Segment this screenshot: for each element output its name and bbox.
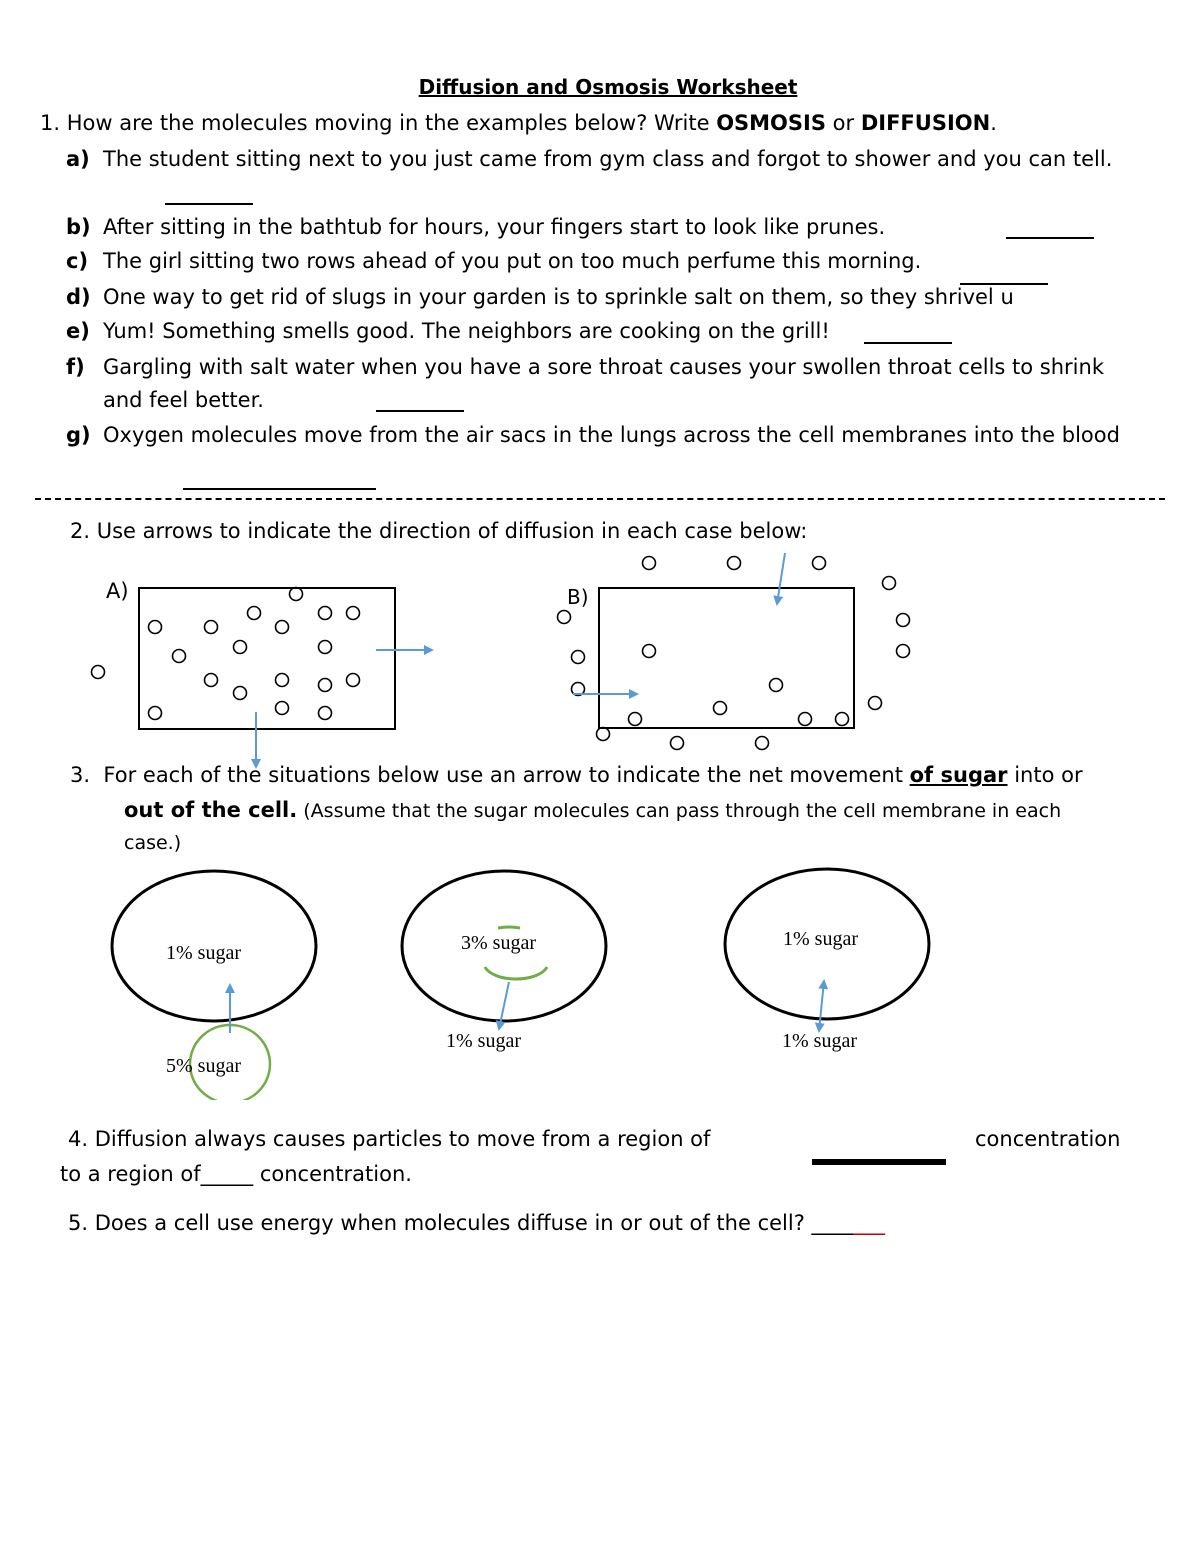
q4-answer-blank-2[interactable]: _____ xyxy=(200,1162,254,1186)
cell-2-mark-bottom xyxy=(485,967,547,979)
q1-period: . xyxy=(990,111,997,135)
q3-prompt-line2 xyxy=(124,797,1061,824)
q1a-label: a) xyxy=(66,147,90,171)
q1g-text: Oxygen molecules move from the air sacs in the lungs across the cell membranes into the blood xyxy=(103,423,1120,447)
diffusion-diagrams xyxy=(0,540,1200,770)
q3-number: 3. xyxy=(70,763,91,787)
q3-emphasis: of sugar xyxy=(909,763,1008,787)
q1-number: 1. xyxy=(40,111,61,135)
box-b-label: B) xyxy=(567,585,589,609)
q1e-answer-blank[interactable] xyxy=(864,342,952,344)
box-a-molecules xyxy=(92,588,360,720)
cell-2-outside-label: 1% sugar xyxy=(446,1030,521,1052)
q1b-label: b) xyxy=(66,215,91,239)
q1b-text: After sitting in the bathtub for hours, your fingers start to look like prunes. xyxy=(103,215,886,239)
q1c-label: c) xyxy=(66,249,89,273)
q1-prompt xyxy=(40,110,997,136)
cell-1-outside-label: 5% sugar xyxy=(166,1055,241,1077)
q1a-answer-blank[interactable] xyxy=(165,203,253,205)
q1-prompt-text: How are the molecules moving in the examples below? Write xyxy=(66,111,717,135)
q3-prompt-line1 xyxy=(70,762,1083,788)
q4-line2-end: concentration. xyxy=(253,1162,412,1186)
q1d-text: One way to get rid of slugs in your garden is to sprinkle salt on them, so they shrivel u xyxy=(103,285,1014,309)
q4-line1: 4. Diffusion always causes particles to move from a region of xyxy=(68,1127,711,1151)
box-b-molecules xyxy=(558,557,910,750)
section-divider xyxy=(35,498,1165,500)
box-a-container xyxy=(139,588,395,729)
q1c-text: The girl sitting two rows ahead of you put on too much perfume this morning. xyxy=(103,249,922,273)
q1f-text: Gargling with salt water when you have a sore throat causes your swollen throat cells to shrink xyxy=(103,355,1104,379)
q1e-label: e) xyxy=(66,319,90,343)
q4-line1-end: concentration xyxy=(975,1127,1121,1151)
q1f-text-cont: and feel better. xyxy=(103,388,264,412)
q4-line2-start: to a region of xyxy=(60,1162,201,1186)
cell-3-outside-label: 1% sugar xyxy=(782,1030,857,1052)
q1g-label: g) xyxy=(66,423,91,447)
q3-prompt-line3: case.) xyxy=(124,832,182,854)
q1f-answer-blank[interactable] xyxy=(376,410,464,412)
box-a-label: A) xyxy=(106,579,129,603)
q3-prompt-end: into or xyxy=(1007,763,1083,787)
q1d-label: d) xyxy=(66,285,91,309)
q4-line2 xyxy=(60,1161,412,1187)
q1g-answer-blank[interactable] xyxy=(183,488,376,490)
q1-diffusion: DIFFUSION xyxy=(860,111,991,135)
q5-answer-blank-red[interactable]: ___ xyxy=(853,1211,886,1235)
q5-line xyxy=(68,1210,885,1236)
cell-2-inside-label: 3% sugar xyxy=(461,932,536,954)
cell-3-inside-label: 1% sugar xyxy=(783,928,858,950)
q1f-label: f) xyxy=(66,355,85,379)
q3-prompt-note: (Assume that the sugar molecules can pass through the cell membrane in each xyxy=(297,800,1062,822)
q1-osmosis: OSMOSIS xyxy=(716,111,826,135)
box-a xyxy=(92,588,396,730)
q5-answer-blank[interactable]: ____ xyxy=(811,1211,854,1235)
q4-answer-blank-1[interactable] xyxy=(812,1159,946,1165)
cell-3-arrow[interactable] xyxy=(819,981,824,1031)
q3-prompt-bold: out of the cell. xyxy=(124,798,298,822)
q2-prompt: 2. Use arrows to indicate the direction of diffusion in each case below: xyxy=(70,519,808,543)
q5-text: 5. Does a cell use energy when molecules diffuse in or out of the cell? xyxy=(68,1211,805,1235)
q1-or: or xyxy=(825,111,861,135)
q3-prompt-text: For each of the situations below use an arrow to indicate the net movement xyxy=(103,763,910,787)
box-b xyxy=(558,557,910,750)
q1b-answer-blank[interactable] xyxy=(1006,237,1094,239)
cell-2-mark-top xyxy=(498,927,520,928)
q1a-text: The student sitting next to you just came from gym class and forgot to shower and you can tell. xyxy=(103,147,1113,171)
cell-1-inside-label: 1% sugar xyxy=(166,942,241,964)
q1e-text: Yum! Something smells good. The neighbors are cooking on the grill! xyxy=(103,319,830,343)
box-b-arrow-down[interactable] xyxy=(777,553,785,604)
worksheet-title: Diffusion and Osmosis Worksheet xyxy=(418,75,798,99)
